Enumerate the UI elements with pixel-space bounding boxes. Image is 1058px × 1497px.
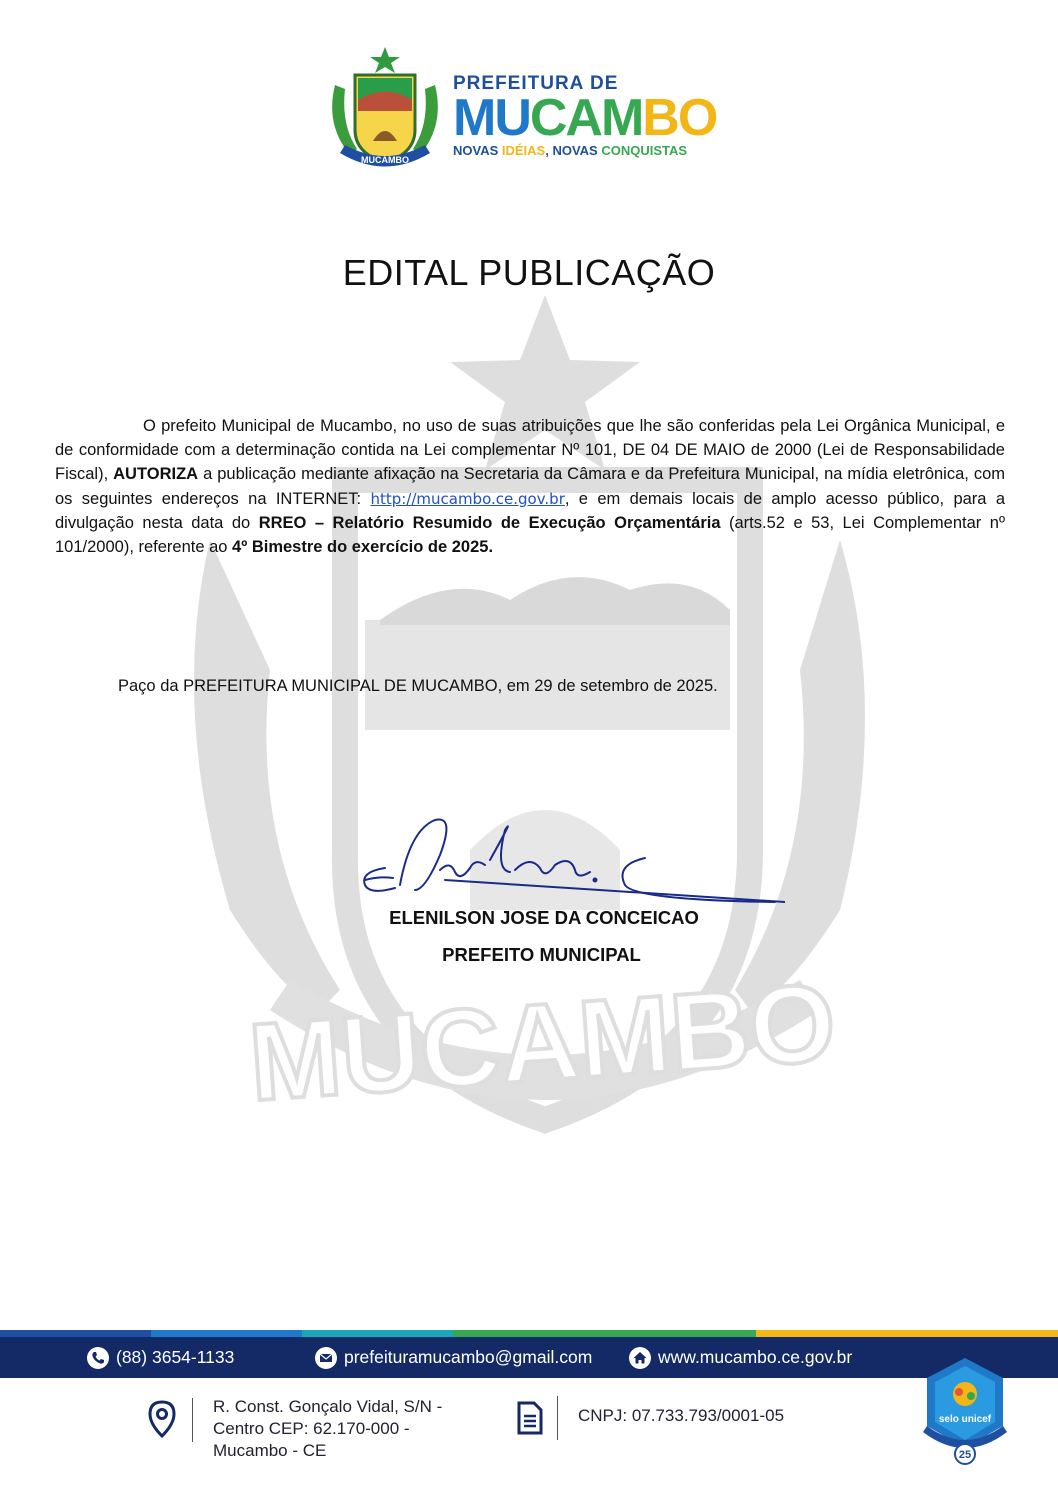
address-line1: R. Const. Gonçalo Vidal, S/N -	[213, 1397, 443, 1416]
footer-contact-bar	[0, 1337, 1058, 1378]
phone-text: (88) 3654-1133	[116, 1347, 235, 1367]
footer-address	[213, 1396, 483, 1462]
website-link[interactable]: http://mucambo.ce.gov.br	[370, 489, 565, 508]
paragraph-part3: , e em demais locais de amplo acesso público, para a divulgação nesta data do	[55, 489, 1005, 532]
crest-icon	[325, 45, 445, 173]
footer-phone	[86, 1337, 234, 1378]
website-text[interactable]: www.mucambo.ce.gov.br	[658, 1347, 853, 1367]
slogan-c: , NOVAS	[545, 143, 602, 158]
address-line2: Centro CEP: 62.170-000 -	[213, 1419, 410, 1438]
signer-role: PREFEITO MUNICIPAL	[442, 944, 641, 965]
brand-wordmark	[453, 73, 743, 158]
watermark-label: MUCAMBO	[245, 960, 840, 1125]
document-body	[55, 414, 1005, 559]
footer-address-area	[0, 1378, 1058, 1497]
brand-de: DE	[589, 73, 619, 94]
paragraph-part1: O prefeito Municipal de Mucambo, no uso de suas atribuições que lhe são conferidas pela Lei Orgânica Municipal, e de conformidade com a determinação contida na Lei complementar Nº 101, DE 04 DE MAIO de 2000 (Lei de Responsabilidade Fiscal),	[55, 417, 1005, 484]
slogan-conquistas: CONQUISTAS	[601, 143, 688, 158]
brand-mu: MU	[453, 89, 530, 147]
rreo-text: RREO – Relatório Resumido de Execução Orçamentária	[258, 513, 721, 532]
email-text[interactable]: prefeituramucambo@gmail.com	[344, 1347, 593, 1367]
paragraph-part4: (arts.52 e 53, Lei Complementar nº 101/2000), referente ao	[55, 513, 1005, 557]
document-title: EDITAL PUBLICAÇÃO	[342, 252, 716, 293]
bimestre-text: 4º Bimestre do exercício de 2025.	[232, 538, 494, 557]
email-icon	[314, 1346, 338, 1370]
divider	[557, 1396, 558, 1440]
footer-cnpj: CNPJ: 07.733.793/0001-05	[578, 1406, 785, 1425]
brand-bo: BO	[642, 89, 717, 147]
document-icon	[516, 1401, 544, 1435]
footer-website[interactable]	[628, 1337, 852, 1378]
place-date: Paço da PREFEITURA MUNICIPAL DE MUCAMBO, em 29 de setembro de 2025.	[118, 677, 718, 695]
header-logo	[325, 45, 745, 175]
paragraph-part2: a publicação mediante afixação na Secretaria da Câmara e da Prefeitura Municipal, na mídia eletrônica, com os seguintes endereços na INTERNET:	[55, 465, 1005, 508]
brand-cam: CAM	[529, 89, 643, 147]
brand-prefeitura: PREFEITURA	[453, 73, 584, 94]
slogan-ideias: IDÉIAS	[501, 143, 546, 158]
phone-icon	[86, 1346, 110, 1370]
seal-number: 25	[958, 1449, 972, 1461]
unicef-seal-icon	[915, 1356, 1015, 1468]
slogan-a: NOVAS	[453, 143, 502, 158]
footer-color-stripe	[0, 1330, 1058, 1337]
seal-text: selo unicef	[938, 1414, 992, 1425]
divider	[192, 1398, 193, 1442]
signer-name: ELENILSON JOSE DA CONCEICAO	[389, 907, 699, 928]
address-line3: Mucambo - CE	[213, 1441, 327, 1460]
footer-email[interactable]	[314, 1337, 592, 1378]
handwritten-signature	[355, 810, 785, 920]
home-icon	[628, 1346, 652, 1370]
authorization-paragraph	[55, 414, 1005, 559]
location-pin-icon	[147, 1400, 177, 1438]
autoriza-text: AUTORIZA	[113, 465, 199, 484]
crest-label: MUCAMBO	[361, 155, 409, 165]
